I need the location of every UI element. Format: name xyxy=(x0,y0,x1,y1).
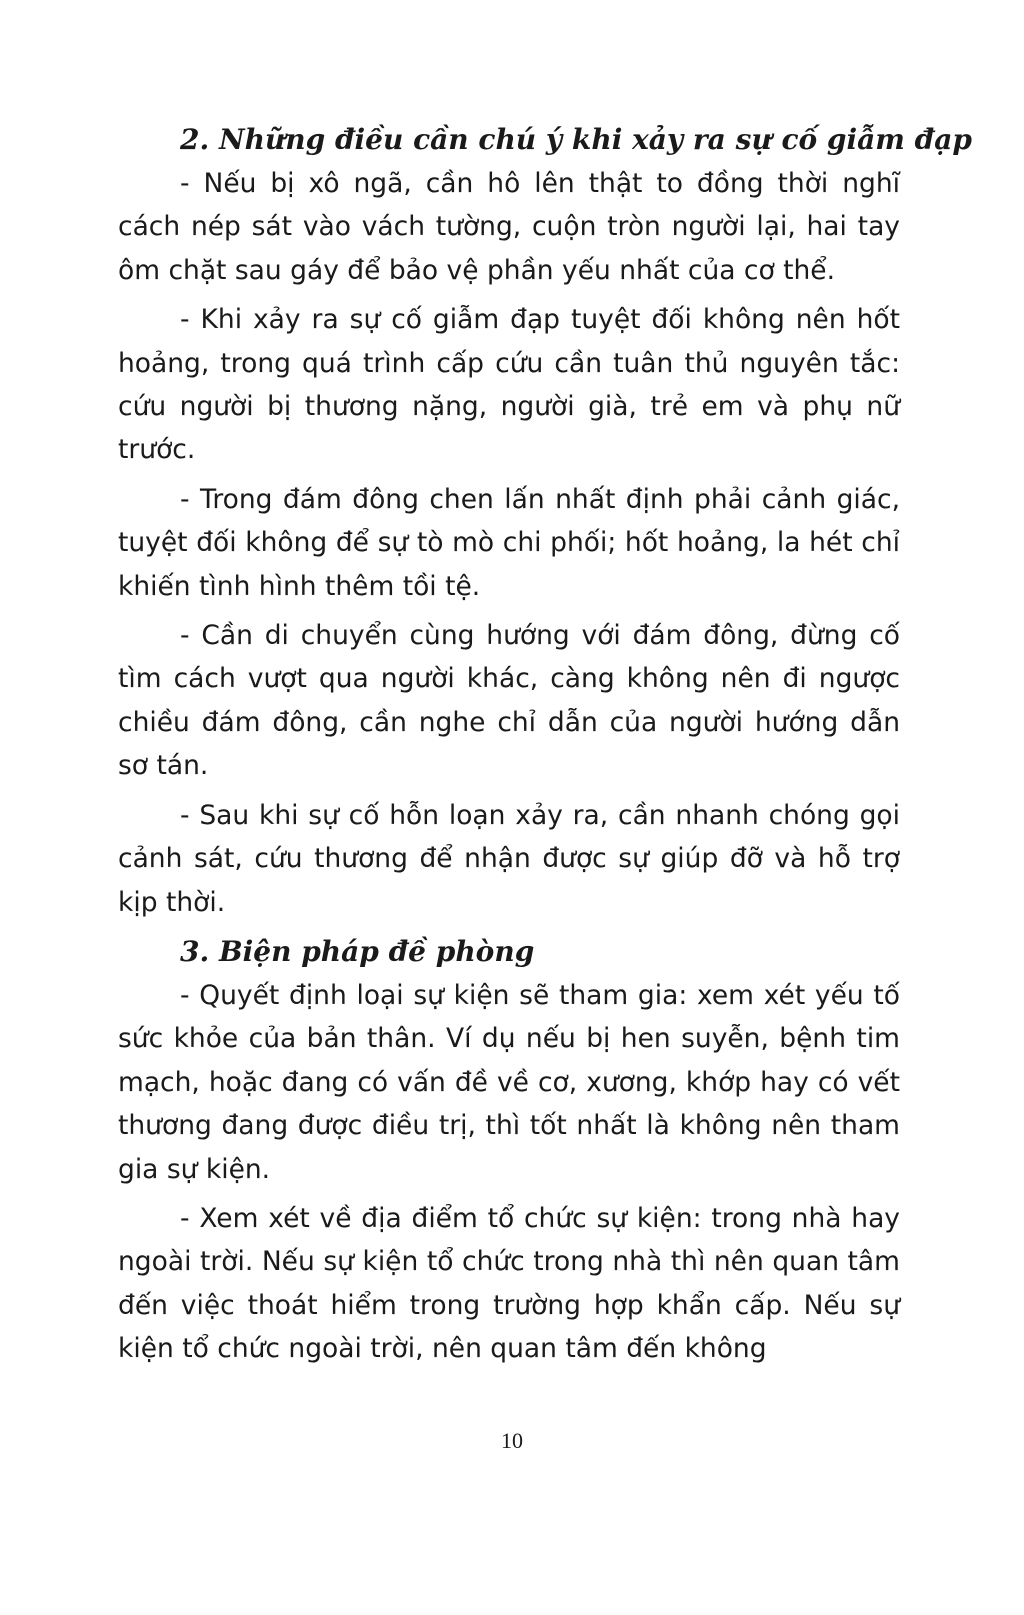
paragraph: - Khi xảy ra sự cố giẫm đạp tuyệt đối không nên hốt hoảng, trong quá trình cấp cứu cần tuân thủ nguyên tắc: cứu người bị thương nặng, người già, trẻ em và phụ nữ trước. xyxy=(118,304,900,466)
section-heading-3: 3. Biện pháp đề phòng xyxy=(180,934,535,968)
paragraph: - Sau khi sự cố hỗn loạn xảy ra, cần nhanh chóng gọi cảnh sát, cứu thương để nhận được sự giúp đỡ và hỗ trợ kịp thời. xyxy=(118,799,900,918)
section-heading-2: 2. Những điều cần chú ý khi xảy ra sự cố giẫm đạp xyxy=(180,123,972,156)
page-number: 10 xyxy=(501,1428,523,1453)
paragraph: - Trong đám đông chen lấn nhất định phải cảnh giác, tuyệt đối không để sự tò mò chi phối; hốt hoảng, la hét chỉ khiến tình hình thêm tồi tệ. xyxy=(118,483,900,602)
paragraph: - Cần di chuyển cùng hướng với đám đông, đừng cố tìm cách vượt qua người khác, càng không nên đi ngược chiều đám đông, cần nghe chỉ dẫn của người hướng dẫn sơ tán. xyxy=(118,620,900,782)
paragraph: - Quyết định loại sự kiện sẽ tham gia: xem xét yếu tố sức khỏe của bản thân. Ví dụ nếu bị hen suyễn, bệnh tim mạch, hoặc đang có vấn đề về cơ, xương, khớp hay có vết thương đang được điều trị, thì tốt nhất là không nên tham gia sự kiện. xyxy=(118,979,900,1185)
paragraph: - Nếu bị xô ngã, cần hô lên thật to đồng thời nghĩ cách nép sát vào vách tường, cuộn tròn người lại, hai tay ôm chặt sau gáy để bảo vệ phần yếu nhất của cơ thể. xyxy=(118,168,900,286)
page-content xyxy=(118,118,972,1377)
paragraph: - Xem xét về địa điểm tổ chức sự kiện: trong nhà hay ngoài trời. Nếu sự kiện tổ chức trong nhà thì nên quan tâm đến việc thoát hiểm trong trường hợp khẩn cấp. Nếu sự kiện tổ chức ngoài trời, nên quan tâm đến không xyxy=(118,1202,900,1365)
